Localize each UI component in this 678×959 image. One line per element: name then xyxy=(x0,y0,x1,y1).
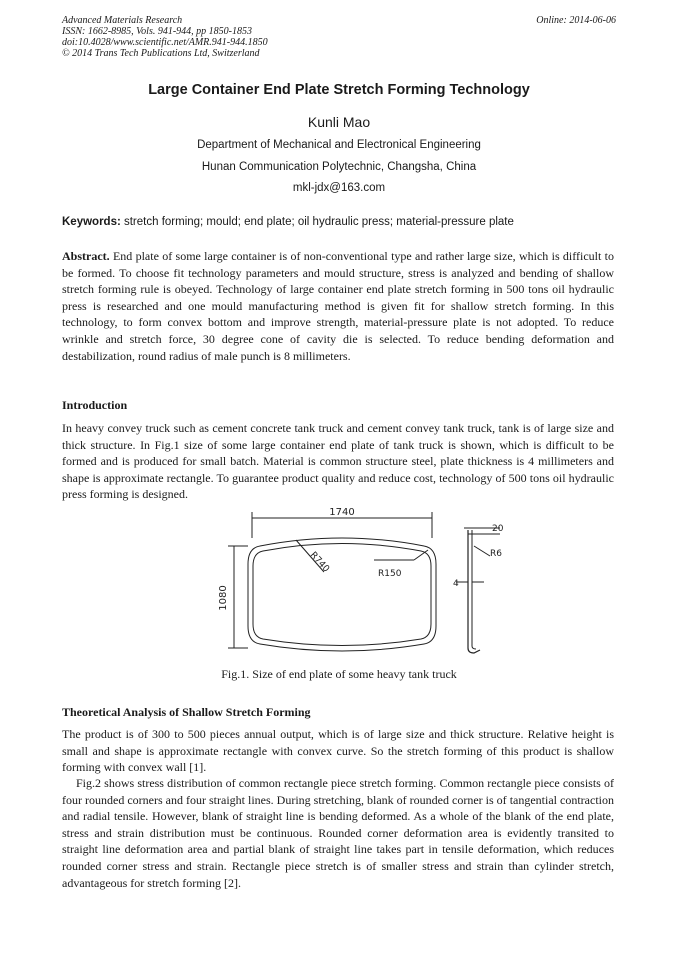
copyright-line: © 2014 Trans Tech Publications Ltd, Switzerland xyxy=(62,48,260,59)
plate-outline-inner xyxy=(253,544,431,646)
label-corner-radius: R740 xyxy=(307,550,331,575)
abstract-text: End plate of some large container is of non-conventional type and rather large size, which is difficult to be formed. To choose fit technology parameters and mould structure, stress is analyzed and bending of shallow stretch forming rule is obeyed. Technology of large container end plate stretch forming in 500 tons oil hydraulic press is researched and one mould manufacturing method is given fit for shallow stretch forming. In this technology, to form convex bottom and improve strength, material-pressure plate is not adopted. To reduce wrinkle and stretch force, 30 degree cone of cavity die is selected. To reduce bending deformation and destabilization, round radius of male punch is 8 millimeters. xyxy=(62,249,614,363)
intro-heading: Introduction xyxy=(62,398,128,412)
journal-header xyxy=(62,15,268,59)
theory-paragraph-1: The product is of 300 to 500 pieces annual output, which is of large size and thick structure. Relative height is small and shape is approximate rectangle with convex curve. So the stretch forming of this product is shallow forming with convex wall [1]. xyxy=(62,727,614,775)
author-email[interactable]: mkl-jdx@163.com xyxy=(292,182,386,194)
leader-radius-r6 xyxy=(474,546,490,556)
figure-1-drawing xyxy=(200,500,520,665)
figure-1-caption: Fig.1. Size of end plate of some heavy tank truck xyxy=(221,667,457,681)
abstract xyxy=(62,248,614,364)
keywords-label: Keywords: xyxy=(62,216,121,228)
label-flange: 20 xyxy=(492,524,504,534)
affiliation-school: Hunan Communication Polytechnic, Changsha, China xyxy=(201,161,477,173)
label-thickness: 4 xyxy=(453,579,459,589)
abstract-label: Abstract. xyxy=(62,249,110,263)
keywords xyxy=(62,216,622,228)
theory-paragraph-2: Fig.2 shows stress distribution of common rectangle piece stretch forming. Common rectangle piece consists of four rounded corners and four straight lines. During stretching, blank of rounded corner is of tangential contraction and radial tensile. However, blank of straight line is bending deformed. As a whole of the blank of the end plate, stress and strain distribution must be continuous. Rounded corner deformation area is evidently transited to straight line deformation area and partial blank of straight line takes part in tensile deformation, which reduces rounded corner stress and strain. Rectangle piece stretch is of smaller stress and strain than cylinder stretch, advantageous for stretch forming [2]. xyxy=(62,776,614,890)
plate-outline-outer xyxy=(248,538,436,651)
intro-paragraph: In heavy convey truck such as cement concrete tank truck and cement convey tank truck, tank is of large size and thick structure. In Fig.1 size of some large container end plate of tank truck is shown, which is difficult to be formed and is produced for small batch. Material is common structure steel, plate thickness is 4 millimeters and shape is approximate rectangle. To guarantee product quality and reduce cost, technology of 500 tons oil hydraulic press forming is designed. xyxy=(62,421,614,502)
label-height: 1080 xyxy=(218,585,229,611)
keywords-text: stretch forming; mould; end plate; oil hydraulic press; material-pressure plate xyxy=(120,216,514,228)
doi-link[interactable]: doi:10.4028/www.scientific.net/AMR.941-944.1850 xyxy=(62,37,268,48)
label-radius-r6: R6 xyxy=(490,549,502,559)
section-profile-inner xyxy=(472,530,476,649)
journal-name: Advanced Materials Research xyxy=(62,15,183,26)
label-width: 1740 xyxy=(329,507,355,518)
label-curve-radius: R150 xyxy=(378,569,402,579)
online-date: Online: 2014-06-06 xyxy=(536,15,616,26)
theory-heading: Theoretical Analysis of Shallow Stretch Forming xyxy=(62,705,311,719)
issn-line: ISSN: 1662-8985, Vols. 941-944, pp 1850-1853 xyxy=(62,26,252,37)
author-name: Kunli Mao xyxy=(307,114,371,130)
affiliation-dept: Department of Mechanical and Electronical Engineering xyxy=(197,139,481,151)
paper-title: Large Container End Plate Stretch Forming Technology xyxy=(148,82,530,98)
